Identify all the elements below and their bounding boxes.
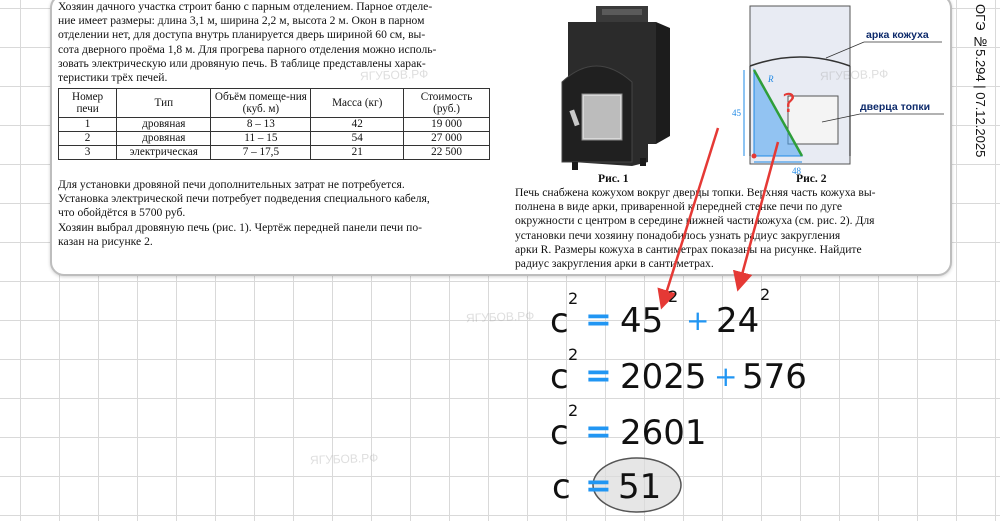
width-label: 48	[792, 166, 801, 176]
math-equals: =	[585, 356, 612, 394]
description-line: арки R. Размеры кожуха в сантиметрах показаны на рисунке. Найдите	[515, 242, 862, 256]
table-cell: 1	[59, 118, 117, 132]
table-cell: 11 – 15	[211, 132, 311, 146]
conditions-line: что обойдётся в 5700 руб.	[58, 206, 186, 220]
math-term: 2025	[620, 357, 707, 397]
conditions-line: Для установки дровяной печи дополнительных затрат не потребуется.	[58, 178, 405, 191]
math-exponent: 2	[568, 289, 579, 308]
math-answer: 51	[618, 467, 662, 507]
math-exponent: 2	[760, 285, 771, 304]
task-line: ние имеет размеры: длина 3,1 м, ширина 2,2 м, высота 2 м. Окон в парном	[58, 14, 425, 28]
table-cell: 42	[311, 118, 404, 132]
column-header: Номер печи	[59, 89, 117, 118]
figure-1-caption: Рис. 1	[598, 172, 629, 185]
description-line: радиус закругления арки в сантиметрах.	[515, 256, 714, 270]
task-line: теристики трёх печей.	[58, 70, 168, 84]
math-exponent: 2	[568, 401, 579, 420]
figure-2-caption: Рис. 2	[796, 172, 827, 185]
column-header: Масса (кг)	[311, 89, 404, 118]
math-var: c	[552, 467, 571, 507]
math-var: c	[550, 301, 569, 341]
table-cell: дровяная	[117, 118, 211, 132]
column-header: Тип	[117, 89, 211, 118]
watermark: ЯГУБОВ.РФ	[309, 450, 379, 468]
math-term: 24	[716, 301, 760, 341]
radius-label: R	[768, 74, 774, 84]
table-cell: 27 000	[404, 132, 490, 146]
column-header: Стоимость (руб.)	[404, 89, 490, 118]
watermark: ЯГУБОВ.РФ	[819, 66, 889, 84]
task-line: сота дверного проёма 1,8 м. Для прогрева парного отделения можно исполь-	[58, 42, 437, 56]
watermark: ЯГУБОВ.РФ	[359, 66, 429, 84]
conditions-line: казан на рисунке 2.	[58, 234, 153, 248]
door-label: дверца топки	[860, 101, 931, 113]
math-exponent: 2	[568, 345, 579, 364]
question-mark: ?	[782, 89, 796, 119]
table-cell: электрическая	[117, 146, 211, 160]
table-cell: 3	[59, 146, 117, 160]
table-cell: 21	[311, 146, 404, 160]
task-line: зовать электрическую или дровяную печь. В таблице представлены харак-	[58, 56, 426, 70]
task-line: отделении нет, для доступа внутрь планируется дверь шириной 60 см, вы-	[58, 28, 426, 42]
height-label: 45	[732, 108, 741, 118]
math-term: 45	[620, 301, 664, 341]
watermark: ЯГУБОВ.РФ	[465, 308, 535, 326]
math-plus: +	[686, 304, 710, 337]
exam-reference: ОГЭ №5.294 | 07.12.2025	[973, 4, 988, 158]
math-term: 2601	[620, 413, 707, 453]
table-cell: 7 – 17,5	[211, 146, 311, 160]
math-exponent: 2	[668, 287, 679, 306]
table-cell: 54	[311, 132, 404, 146]
description-line: установки печи хозяину понадобилось узнать радиус закругления	[515, 228, 841, 242]
description-line: Печь снабжена кожухом вокруг дверцы топки. Верхняя часть кожуха вы-	[515, 186, 876, 199]
math-term: 576	[742, 357, 807, 397]
math-equals: =	[585, 466, 612, 504]
math-equals: =	[585, 300, 612, 338]
table-cell: 8 – 13	[211, 118, 311, 132]
conditions-line: Установка электрической печи потребует подведения специального кабеля,	[58, 192, 430, 206]
math-equals: =	[585, 412, 612, 450]
math-var: c	[550, 357, 569, 397]
table-cell: 2	[59, 132, 117, 146]
math-var: c	[550, 413, 569, 453]
table-cell: 19 000	[404, 118, 490, 132]
arch-label: арка кожуха	[866, 29, 929, 41]
column-header: Объём помеще-ния (куб. м)	[211, 89, 311, 118]
table-cell: дровяная	[117, 132, 211, 146]
task-line: Хозяин дачного участка строит баню с парным отделением. Парное отделе-	[58, 0, 433, 13]
description-line: окружности с центром в середине нижней части кожуха (см. рис. 2). Для	[515, 214, 875, 228]
math-plus: +	[714, 360, 738, 393]
table-cell: 22 500	[404, 146, 490, 160]
conditions-line: Хозяин выбрал дровяную печь (рис. 1). Чертёж передней панели печи по-	[58, 220, 422, 234]
description-line: полнена в виде арки, приваренной к передней стенке печи по дуге	[515, 200, 843, 214]
